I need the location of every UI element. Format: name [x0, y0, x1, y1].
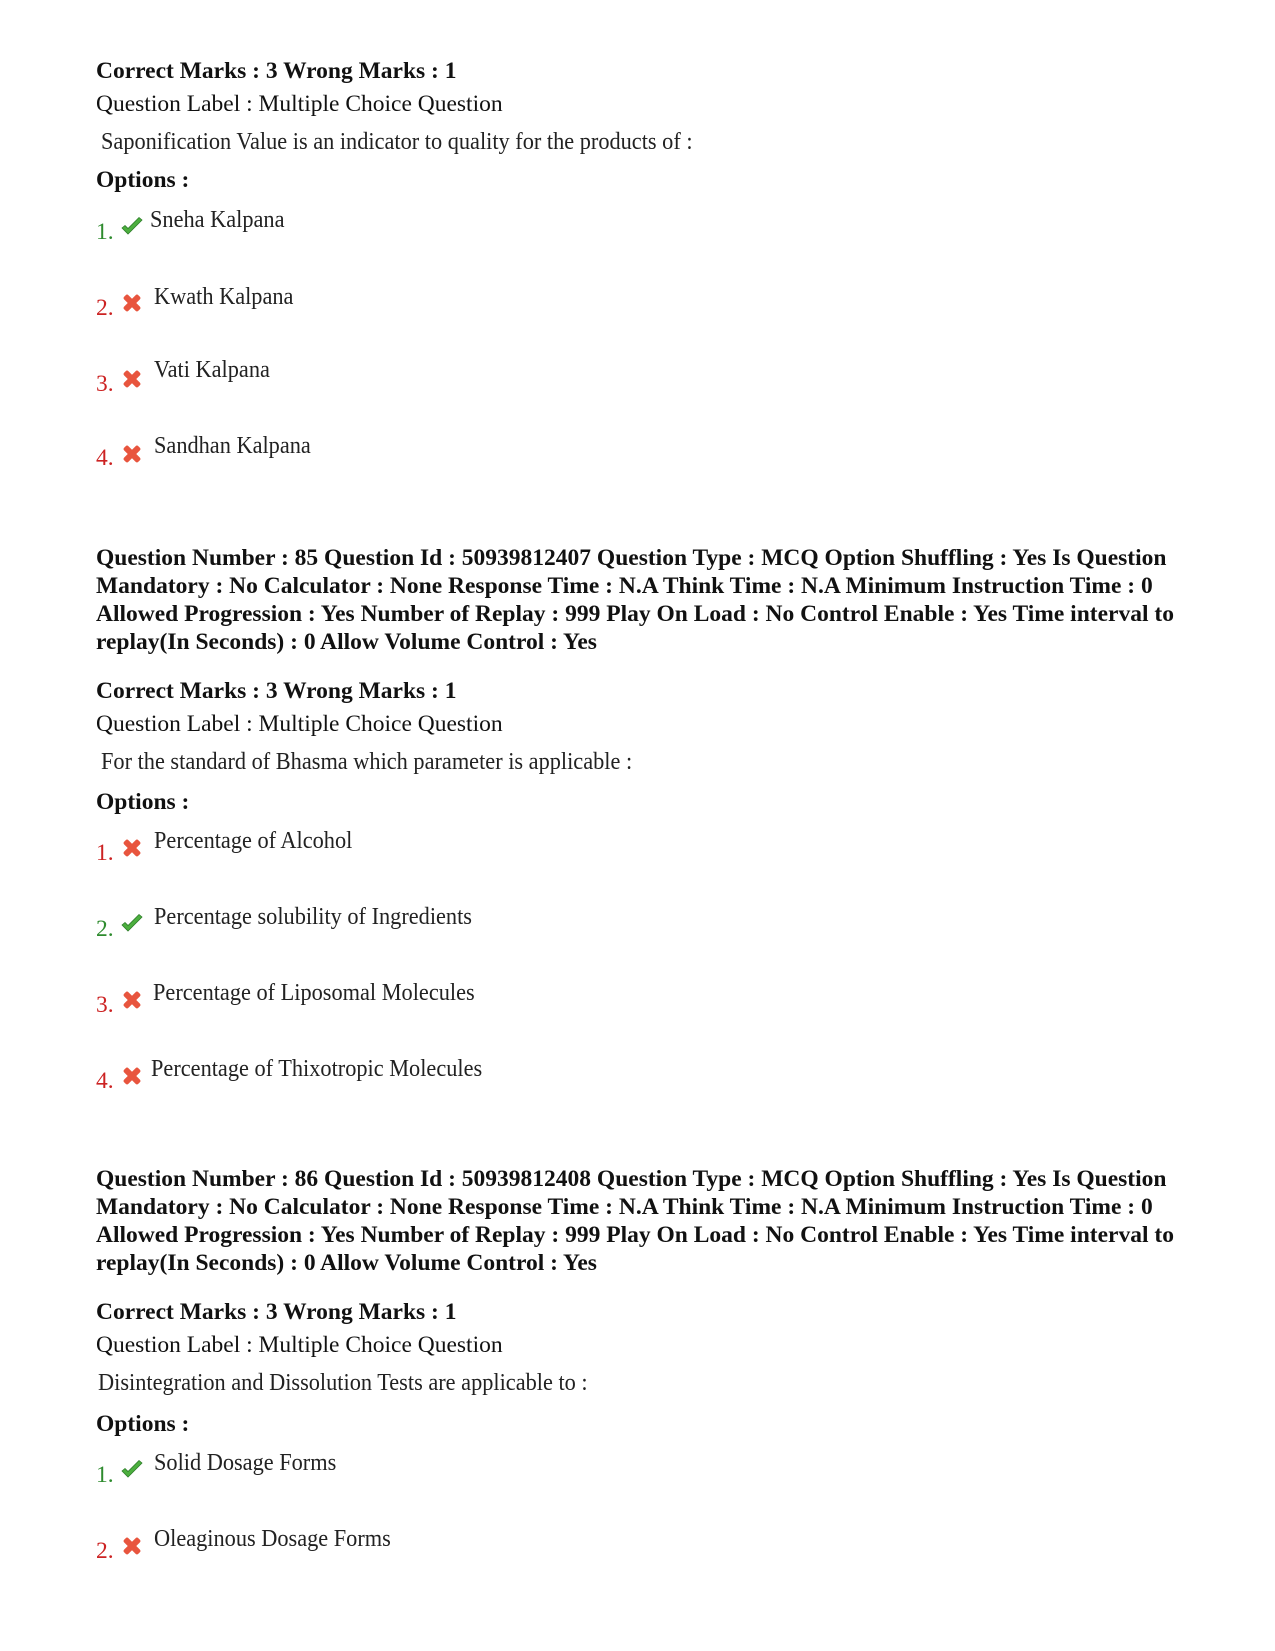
- options-heading: Options :: [96, 167, 190, 193]
- option-text: Kwath Kalpana: [154, 284, 294, 310]
- question-meta: Question Number : 86 Question Id : 50939812408 Question Type : MCQ Option Shuffling : Yes Is Question Mandatory : No Calculator : None Response Time : N.A Think Time : N.A Minimum Instruction Time : 0 Allowed Progression : Yes Number of Replay : 999 Play On Load : No Control Enable : Yes Time interval to replay(In Seconds) : 0 Allow Volume Control : Yes: [96, 1166, 1174, 1276]
- options-heading: Options :: [96, 1411, 190, 1437]
- option-text: Vati Kalpana: [154, 357, 270, 383]
- options-heading: Options :: [96, 789, 190, 815]
- option-number: 4.: [96, 445, 114, 471]
- option-number: 2.: [96, 916, 114, 942]
- option-number: 2.: [96, 295, 114, 321]
- question-text: For the standard of Bhasma which parameter is applicable :: [101, 749, 633, 775]
- cross-icon: [119, 366, 145, 392]
- question-label: Question Label : Multiple Choice Question: [96, 711, 503, 737]
- cross-icon: [119, 835, 145, 861]
- option-text: Solid Dosage Forms: [154, 1450, 337, 1476]
- question-label: Question Label : Multiple Choice Question: [96, 91, 503, 117]
- option-number: 3.: [96, 992, 114, 1018]
- marks-line: Correct Marks : 3 Wrong Marks : 1: [96, 678, 457, 704]
- option-number: 1.: [96, 840, 114, 866]
- option-number: 1.: [96, 1462, 114, 1488]
- cross-icon: [119, 1533, 145, 1559]
- question-label: Question Label : Multiple Choice Question: [96, 1332, 503, 1358]
- option-text: Sandhan Kalpana: [154, 433, 311, 459]
- option-number: 4.: [96, 1068, 114, 1094]
- option-text: Percentage of Alcohol: [154, 828, 353, 854]
- question-meta: Question Number : 85 Question Id : 50939812407 Question Type : MCQ Option Shuffling : Yes Is Question Mandatory : No Calculator : None Response Time : N.A Think Time : N.A Minimum Instruction Time : 0 Allowed Progression : Yes Number of Replay : 999 Play On Load : No Control Enable : Yes Time interval to replay(In Seconds) : 0 Allow Volume Control : Yes: [96, 545, 1174, 655]
- cross-icon: [119, 290, 145, 316]
- marks-line: Correct Marks : 3 Wrong Marks : 1: [96, 1299, 457, 1325]
- check-icon: [119, 1457, 145, 1483]
- check-icon: [119, 911, 145, 937]
- option-text: Sneha Kalpana: [150, 207, 285, 233]
- option-text: Oleaginous Dosage Forms: [154, 1526, 391, 1552]
- option-number: 3.: [96, 371, 114, 397]
- option-text: Percentage solubility of Ingredients: [154, 904, 472, 930]
- question-text: Saponification Value is an indicator to quality for the products of :: [101, 129, 693, 155]
- cross-icon: [119, 1063, 145, 1089]
- option-number: 1.: [96, 219, 114, 245]
- marks-line: Correct Marks : 3 Wrong Marks : 1: [96, 58, 457, 84]
- cross-icon: [119, 441, 145, 467]
- cross-icon: [119, 987, 145, 1013]
- option-number: 2.: [96, 1538, 114, 1564]
- option-text: Percentage of Liposomal Molecules: [153, 980, 475, 1006]
- question-text: Disintegration and Dissolution Tests are applicable to :: [98, 1370, 588, 1396]
- option-text: Percentage of Thixotropic Molecules: [151, 1056, 483, 1082]
- check-icon: [119, 214, 145, 240]
